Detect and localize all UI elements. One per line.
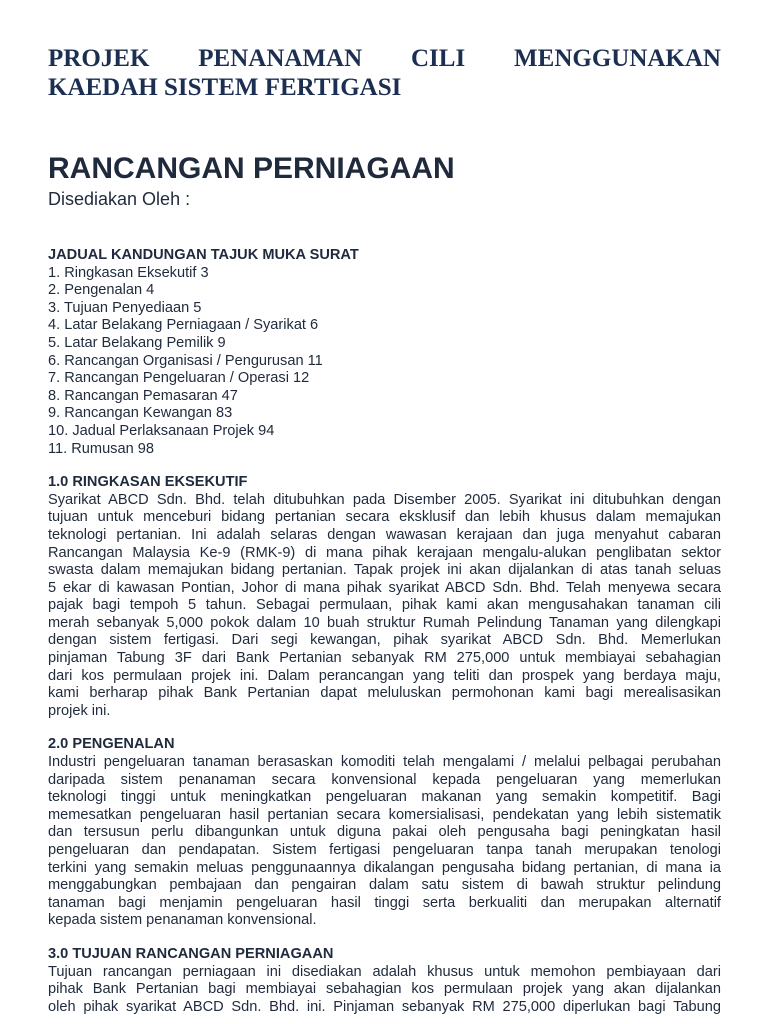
project-title-word: PROJEK bbox=[48, 45, 150, 72]
toc-heading: JADUAL KANDUNGAN TAJUK MUKA SURAT bbox=[48, 247, 359, 263]
project-title-line-2: KAEDAH SISTEM FERTIGASI bbox=[48, 74, 402, 101]
toc-item: 1. Ringkasan Eksekutif 3 bbox=[48, 264, 209, 281]
paragraph-line: oleh pihak syarikat ABCD Sdn. Bhd. ini. Pinjaman sebanyak RM 275,000 diperlukan bagi Tabung bbox=[48, 998, 721, 1015]
paragraph-line: pihak Bank Pertanian bagi membiayai sebahagian kos permulaan projek yang akan dijalankan bbox=[48, 981, 721, 998]
paragraph-line: kepada sistem penanaman konvensional. bbox=[48, 912, 317, 929]
paragraph-line: merah sebanyak 5,000 pokok dalam 10 buah struktur Rumah Pelindung Tanaman yang dilengkapi bbox=[48, 614, 721, 631]
paragraph-line: teknologi pertanian. Ini adalah selaras dengan wawasan kerajaan dan juga menyahut cabaran bbox=[48, 526, 721, 543]
document-page bbox=[48, 44, 721, 1016]
document-section bbox=[48, 474, 721, 720]
toc-item: 7. Rancangan Pengeluaran / Operasi 12 bbox=[48, 370, 310, 387]
paragraph-line: kami berharap pihak Bank Pertanian dapat meluluskan permohonan kami bagi merealisasikan bbox=[48, 685, 721, 702]
paragraph-line: dengan sistem fertigasi. Dari segi kewangan, pihak syarikat ABCD Sdn. Bhd. Memerlukan bbox=[48, 632, 721, 649]
paragraph-line: daripada sistem penanaman secara konvensional kepada pengeluaran yang memerlukan bbox=[48, 771, 721, 788]
paragraph-line: pengeluaran dan pendapatan. Sistem fertigasi pengeluaran tanpa tanah merupakan tenologi bbox=[48, 842, 721, 858]
section-heading: 3.0 TUJUAN RANCANGAN PERNIAGAAN bbox=[48, 945, 334, 962]
toc-item: 5. Latar Belakang Pemilik 9 bbox=[48, 334, 226, 351]
paragraph-line: 5 ekar di kawasan Pontian, Johor di mana pihak syarikat ABCD Sdn. Bhd. Telah menyewa secara bbox=[48, 579, 721, 596]
toc-item: 8. Rancangan Pemasaran 47 bbox=[48, 387, 238, 404]
paragraph-line: memesatkan pengeluaran hasil pertanian secara komersialisasi, pendekatan yang lebih sistematik bbox=[48, 806, 721, 823]
paragraph-line: terkini yang semakin meluas penggunaannya dikalangan pengusaha bidang pertanian, di mana ia bbox=[48, 859, 721, 876]
paragraph-line: Rancangan Malaysia Ke-9 (RMK-9) di mana pihak kerajaan mengalu-alukan penglibatan sektor bbox=[48, 544, 721, 561]
section-heading: 1.0 RINGKASAN EKSEKUTIF bbox=[48, 474, 248, 491]
paragraph-line: Industri pengeluaran tanaman berasaskan komoditi telah mengalami / melalui pelbagai perubahan bbox=[48, 754, 721, 771]
section-paragraph bbox=[48, 754, 721, 930]
paragraph-line: swasta dalam memajukan bidang pertanian. Tapak projek ini akan dijalankan di atas tanah seluas bbox=[48, 562, 721, 579]
prepared-by-label: Disediakan Oleh : bbox=[48, 189, 191, 209]
toc-list bbox=[48, 265, 721, 459]
toc-item: 6. Rancangan Organisasi / Pengurusan 11 bbox=[48, 352, 323, 369]
paragraph-line: projek ini. bbox=[48, 702, 111, 719]
paragraph-line: teknologi tinggi untuk meningkatkan pengeluaran makanan yang semakin kompetitif. Bagi bbox=[48, 789, 721, 806]
paragraph-line: pinjaman Tabung 3F dari Bank Pertanian sebanyak RM 275,000 untuk membiayai sebahagian bbox=[48, 650, 721, 667]
toc-item: 10. Jadual Perlaksanaan Projek 94 bbox=[48, 422, 275, 439]
document-section bbox=[48, 736, 721, 930]
project-title-word: CILI bbox=[411, 45, 466, 72]
toc-item: 11. Rumusan 98 bbox=[48, 440, 155, 457]
toc-item: 4. Latar Belakang Perniagaan / Syarikat 6 bbox=[48, 317, 319, 334]
paragraph-line: dan tersusun perlu dibangunkan untuk diguna pakai oleh pengusaha bagi peningkatan hasil bbox=[48, 824, 721, 841]
section-paragraph bbox=[48, 492, 721, 721]
paragraph-line: Syarikat ABCD Sdn. Bhd. telah ditubuhkan pada Disember 2005. Syarikat ini ditubuhkan dengan bbox=[48, 491, 721, 508]
project-title-word: MENGGUNAKAN bbox=[514, 45, 721, 72]
project-title-line-1 bbox=[48, 44, 721, 73]
section-paragraph bbox=[48, 964, 721, 1017]
document-title: RANCANGAN PERNIAGAAN bbox=[48, 152, 455, 185]
project-title-word: PENANAMAN bbox=[198, 45, 363, 72]
table-of-contents bbox=[48, 247, 721, 458]
paragraph-line: Tujuan rancangan perniagaan ini disediakan adalah khusus untuk memohon pembiayaan dari bbox=[48, 963, 721, 980]
paragraph-line: menggabungkan pembajaan dan pengairan dalam satu sistem di bawah struktur pelindung bbox=[48, 877, 721, 894]
toc-item: 2. Pengenalan 4 bbox=[48, 282, 155, 299]
document-section bbox=[48, 946, 721, 1016]
document-sections bbox=[48, 474, 721, 1016]
project-title bbox=[48, 44, 721, 102]
section-heading: 2.0 PENGENALAN bbox=[48, 736, 175, 753]
toc-item: 9. Rancangan Kewangan 83 bbox=[48, 405, 233, 422]
paragraph-line: pajak bagi tempoh 5 tahun. Sebagai permulaan, pihak kami akan mengusahakan tanaman cili bbox=[48, 597, 721, 614]
paragraph-line: dari kos permulaan projek ini. Dalam perancangan yang teliti dan prospek yang berdaya maju, bbox=[48, 667, 721, 684]
toc-item: 3. Tujuan Penyediaan 5 bbox=[48, 299, 202, 316]
paragraph-line: tanaman bagi menjamin pengeluaran hasil tinggi serta berkualiti dan merupakan alternatif bbox=[48, 894, 721, 911]
paragraph-line: tujuan untuk menceburi bidang pertanian secara eksklusif dan lebih khusus dalam memajukan bbox=[48, 509, 721, 526]
